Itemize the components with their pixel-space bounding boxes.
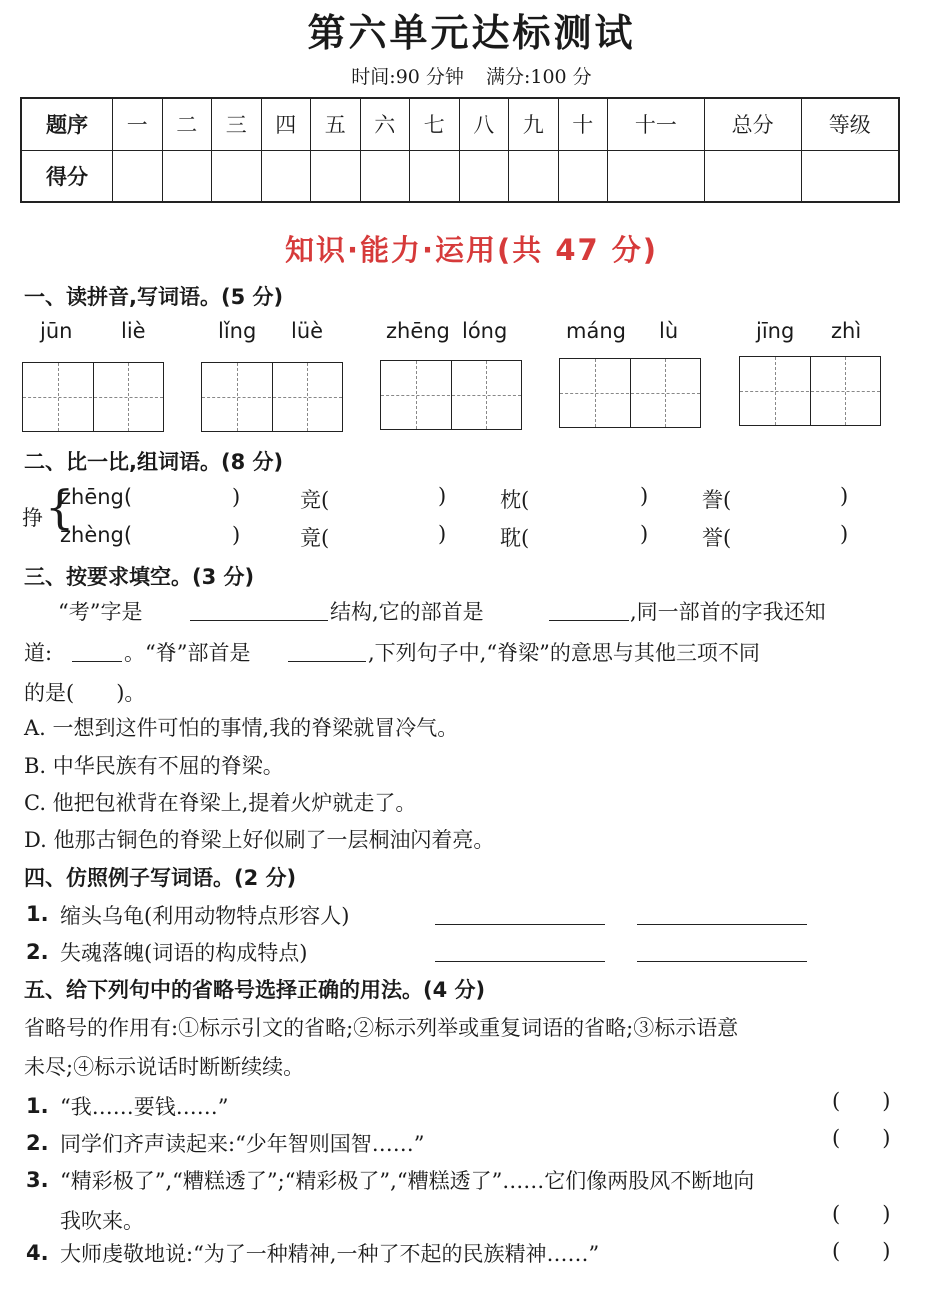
compare-char: 竟( [300,526,330,550]
col-label: 二 [162,98,212,150]
item-number: 2. [26,1131,49,1155]
col-label: 六 [360,98,410,150]
score-cell[interactable] [509,150,559,202]
close-paren: ) [840,522,849,546]
row-label-order: 题序 [21,98,113,150]
pinyin: lüè [291,319,324,343]
answer-paren[interactable]: ( ) [832,1202,891,1226]
q3-text: ,下列句子中,“脊梁”的意思与其他三项不同 [368,641,760,665]
q3-text: 的是( )。 [24,681,146,705]
score-table-score-row [21,150,899,202]
compare-char: 誊( [702,488,732,512]
score-cell[interactable] [261,150,311,202]
close-paren: ) [232,523,241,547]
fill-blank[interactable] [637,943,807,962]
exam-meta [0,62,943,89]
close-paren: ) [232,485,241,509]
fill-blank[interactable] [288,643,366,662]
close-paren: ) [438,484,447,508]
pinyin: zhèng( [60,523,133,547]
pinyin: jūn [40,319,73,343]
item-number: 3. [26,1168,49,1192]
tianzige-box[interactable] [559,358,701,428]
item-number: 4. [26,1241,49,1265]
q3-text: “考”字是 [58,600,143,624]
q5-item: 同学们齐声读起来:“少年智则国智……” [60,1132,425,1156]
score-cell[interactable] [801,150,899,202]
col-label: 十一 [608,98,705,150]
answer-paren[interactable]: ( ) [832,1126,891,1150]
col-label: 三 [212,98,262,150]
option: B. 中华民族有不屈的脊梁。 [24,754,284,778]
polyphone-char: 挣 [22,506,43,530]
answer-paren[interactable]: ( ) [832,1239,891,1263]
compare-char: 竞( [300,488,330,512]
score-cell[interactable] [459,150,509,202]
score-table-header-row [21,98,899,150]
option: C. 他把包袱背在脊梁上,提着火炉就走了。 [24,791,417,815]
col-label: 四 [261,98,311,150]
q2-heading: 二、比一比,组词语。(8 分) [24,450,284,474]
fill-blank[interactable] [435,943,605,962]
score-table [20,97,900,203]
score-cell[interactable] [704,150,801,202]
option: D. 他那古铜色的脊梁上好似刷了一层桐油闪着亮。 [24,828,495,852]
pinyin: zhēng( [60,485,133,509]
exam-time: 时间:90 分钟 [351,66,464,88]
pinyin: zhēng [386,319,450,343]
tianzige-box[interactable] [22,362,164,432]
score-cell[interactable] [162,150,212,202]
score-cell[interactable] [608,150,705,202]
q5-item-cont: 我吹来。 [60,1209,144,1233]
q5-item: “精彩极了”,“糟糕透了”;“精彩极了”,“糟糕透了”……它们像两股风不断地向 [60,1169,755,1193]
compare-char: 耽( [500,526,530,550]
tianzige-box[interactable] [201,362,343,432]
section-title: 知识·能力·运用(共 47 分) [284,233,659,267]
page-title: 第六单元达标测试 [307,10,636,55]
q3-text: ,同一部首的字我还知 [630,600,826,624]
option: A. 一想到这件可怕的事情,我的脊梁就冒冷气。 [24,716,459,740]
fill-blank[interactable] [190,602,328,621]
fill-blank[interactable] [637,906,807,925]
col-label: 等级 [801,98,899,150]
close-paren: ) [438,522,447,546]
item-number: 1. [26,902,49,926]
q3-heading: 三、按要求填空。(3 分) [24,565,255,589]
score-cell[interactable] [558,150,608,202]
fill-blank[interactable] [72,643,122,662]
fill-blank[interactable] [549,602,629,621]
q5-item: 大师虔敬地说:“为了一种精神,一种了不起的民族精神……” [60,1242,600,1266]
q1-heading: 一、读拼音,写词语。(5 分) [24,285,284,309]
pinyin: zhì [831,319,862,343]
close-paren: ) [640,522,649,546]
tianzige-box[interactable] [739,356,881,426]
col-label: 七 [410,98,460,150]
brace: { [45,480,75,534]
close-paren: ) [640,484,649,508]
q5-intro: 省略号的作用有:①标示引文的省略;②标示列举或重复词语的省略;③标示语意 [24,1016,739,1040]
tianzige-box[interactable] [380,360,522,430]
score-cell[interactable] [113,150,163,202]
pinyin: jīng [756,319,795,343]
q3-text: 道: [24,641,53,665]
q5-heading: 五、给下列句中的省略号选择正确的用法。(4 分) [24,978,486,1002]
col-label: 十 [558,98,608,150]
col-label: 五 [311,98,361,150]
col-label: 总分 [704,98,801,150]
item-number: 1. [26,1094,49,1118]
pinyin: máng [566,319,626,343]
compare-char: 誉( [702,526,732,550]
close-paren: ) [840,484,849,508]
q4-item: 缩头乌龟(利用动物特点形容人) [60,904,350,928]
row-label-score: 得分 [21,150,113,202]
col-label: 九 [509,98,559,150]
q4-heading: 四、仿照例子写词语。(2 分) [24,866,297,890]
q4-item: 失魂落魄(词语的构成特点) [60,941,308,965]
q3-text: 。“脊”部首是 [124,641,251,665]
answer-paren[interactable]: ( ) [832,1089,891,1113]
pinyin: lóng [462,319,508,343]
col-label: 一 [113,98,163,150]
compare-char: 枕( [500,488,530,512]
score-cell[interactable] [212,150,262,202]
score-cell[interactable] [311,150,361,202]
exam-full-score: 满分:100 分 [485,66,592,88]
q5-intro: 未尽;④标示说话时断断续续。 [24,1055,305,1079]
pinyin: lǐng [218,319,257,343]
col-label: 八 [459,98,509,150]
item-number: 2. [26,940,49,964]
q5-item: “我……要钱……” [60,1095,229,1119]
pinyin: lù [659,319,679,343]
q3-text: 结构,它的部首是 [330,600,484,624]
fill-blank[interactable] [435,906,605,925]
score-cell[interactable] [410,150,460,202]
pinyin: liè [121,319,146,343]
score-cell[interactable] [360,150,410,202]
